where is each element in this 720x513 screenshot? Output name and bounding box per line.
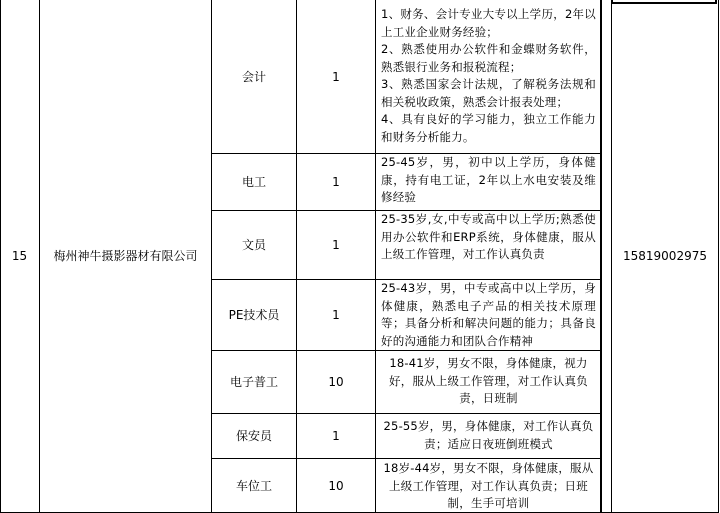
row-number[interactable]: 15 [11,249,28,263]
job-requirements[interactable]: 25-43岁，男，中专或高中以上学历，身体健康，熟悉电子产品的相关技术原理等；具备分析和解决问题的能力；具备良好的沟通能力和团队合作精神 [381,281,596,348]
job-requirements[interactable]: 18岁-44岁，男女不限，身体健康，服从上级工作管理，对工作认真负责；日班制，生手可培训 [383,461,594,510]
job-count[interactable]: 1 [332,308,340,322]
grid-line [600,0,602,513]
job-title[interactable]: 文员 [241,238,266,252]
company-name[interactable]: 梅州神牛摄影器材有限公司 [53,249,198,263]
job-title[interactable]: 电工 [241,175,266,189]
job-requirements[interactable]: 25-35岁,女,中专或高中以上学历;熟悉使用办公软件和ERP系统，身体健康，服从上级工作管理，对工作认真负责 [381,212,596,261]
job-requirements[interactable]: 25-45岁，男，初中以上学历，身体健康，持有电工证，2年以上水电安装及维修经验 [381,155,596,204]
job-count[interactable]: 1 [332,175,340,189]
job-title[interactable]: PE技术员 [228,308,280,322]
job-requirements[interactable]: 1、财务、会计专业大专以上学历，2年以上工业企业财务经验； 2、熟悉使用办公软件和金蝶财务软件，熟悉银行业务和报税流程； 3、熟悉国家会计法规，了解税务法规和相关税收政策，熟悉会计报表处理； 4、具有良好的学习能力，独立工作能力和财务分析能力。 [381,7,596,144]
job-title[interactable]: 会计 [241,69,266,84]
job-requirements[interactable]: 18-41岁，男女不限，身体健康，视力好，服从上级工作管理，对工作认真负责，日班制 [389,356,588,405]
contact-phone[interactable]: 15819002975 [623,249,707,263]
grid-line [718,0,719,513]
job-count[interactable]: 1 [332,69,340,84]
job-title[interactable]: 电子普工 [229,375,278,389]
job-title[interactable]: 车位工 [235,478,272,493]
job-count[interactable]: 1 [332,429,340,443]
job-count[interactable]: 10 [328,478,344,493]
job-requirements[interactable]: 25-55岁，男，身体健康，对工作认真负责；适应日夜班倒班模式 [383,419,594,451]
job-title[interactable]: 保安员 [235,429,272,443]
job-count[interactable]: 10 [328,375,344,389]
job-count[interactable]: 1 [332,238,340,252]
